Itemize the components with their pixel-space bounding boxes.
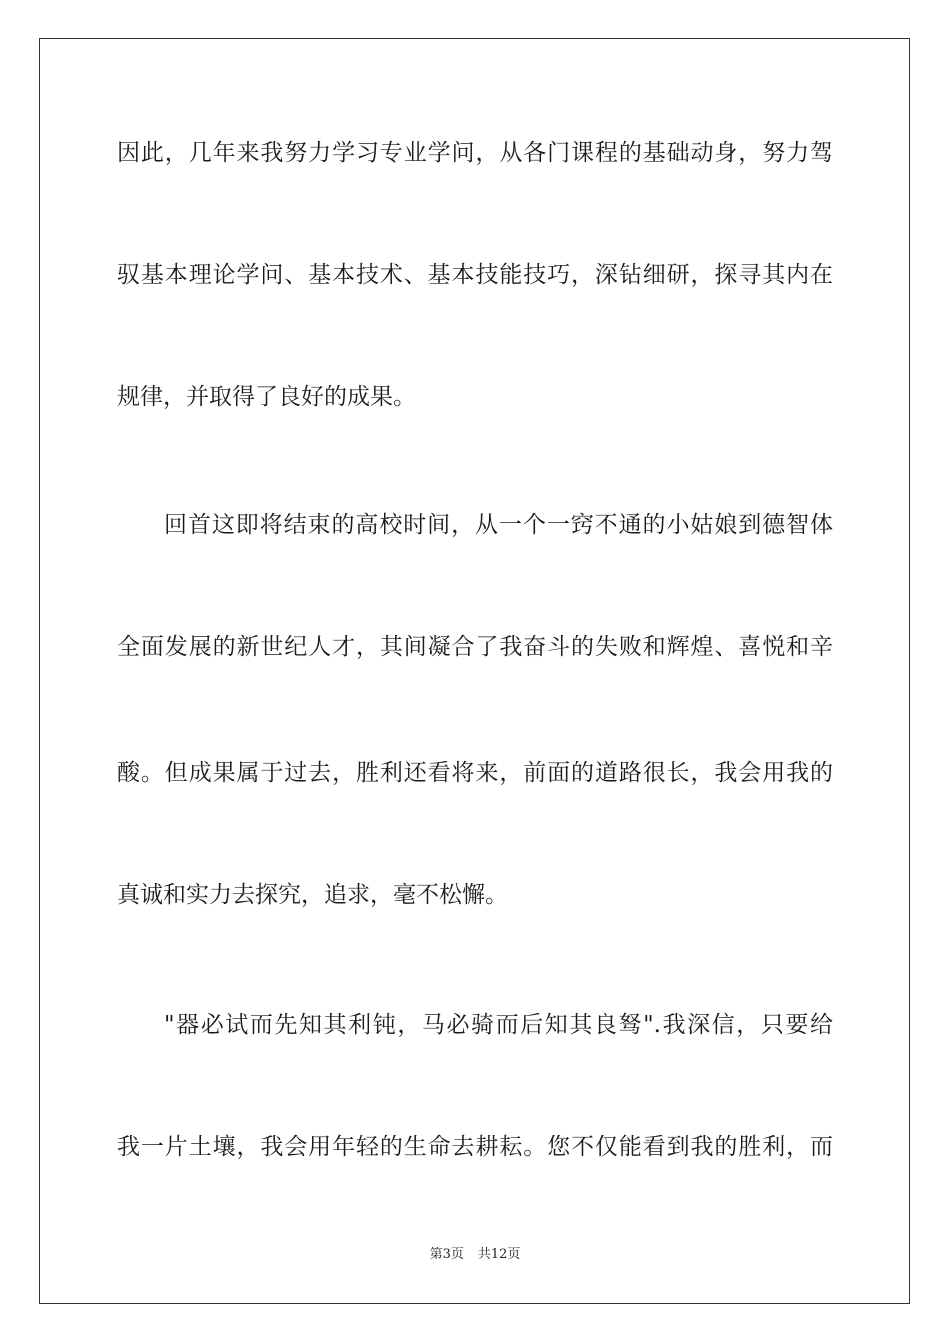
paragraph-first-line: 回首这即将结束的高校时间，从一个一窍不通的小姑娘到德智体 — [164, 512, 833, 538]
text-line: 驭基本理论学问、基本技术、基本技能技巧，深钻细研，探寻其内在 — [117, 262, 833, 288]
page-total: 共12页 — [477, 1247, 521, 1262]
text-line: 我一片土壤，我会用年轻的生命去耕耘。您不仅能看到我的胜利，而 — [117, 1134, 833, 1160]
text-line: 规律，并取得了良好的成果。 — [117, 384, 416, 410]
text-line: 真诚和实力去探究，追求，毫不松懈。 — [117, 882, 508, 908]
page-border — [39, 38, 910, 1304]
paragraph-first-line: "器必试而先知其利钝，马必骑而后知其良驽".我深信，只要给 — [164, 1012, 833, 1038]
page-number: 第3页 — [429, 1247, 464, 1262]
text-line: 因此，几年来我努力学习专业学问，从各门课程的基础动身，努力驾 — [117, 140, 833, 166]
page-footer — [0, 1246, 950, 1264]
text-line: 全面发展的新世纪人才，其间凝合了我奋斗的失败和辉煌、喜悦和辛 — [117, 634, 833, 660]
text-line: 酸。但成果属于过去，胜利还看将来，前面的道路很长，我会用我的 — [117, 760, 833, 786]
